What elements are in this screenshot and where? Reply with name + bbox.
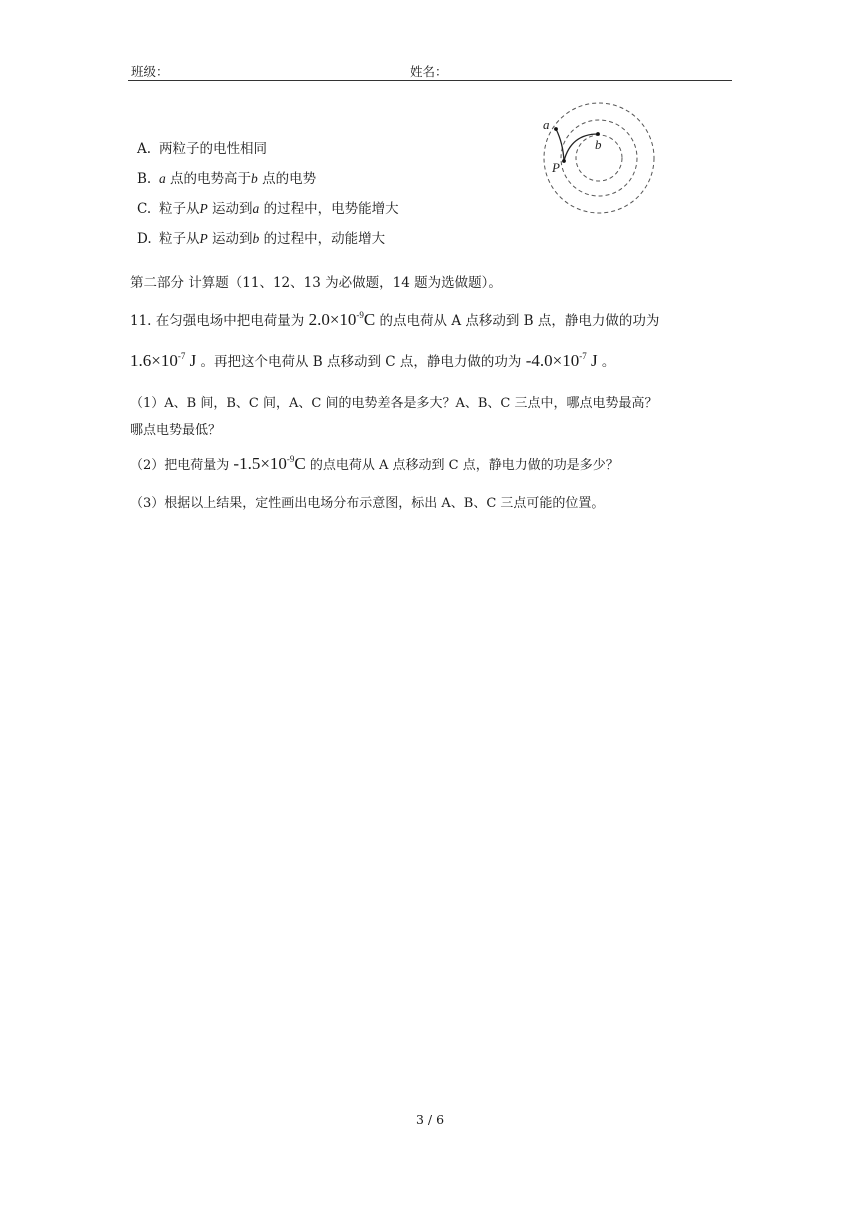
option-text: 的过程中，动能增大 <box>259 231 386 247</box>
var-a: a <box>159 171 166 186</box>
option-text: 运动到 <box>207 201 253 217</box>
option-text: 点的电势 <box>257 171 317 187</box>
option-d <box>137 224 399 254</box>
trajectory-to-a <box>556 129 564 161</box>
option-text: 的过程中，电势能增大 <box>259 201 399 217</box>
point-a-marker <box>554 127 558 131</box>
exponent: -7 <box>579 351 587 361</box>
q11-text: 的点电荷从 A 点移动到 B 点，静电力做的功为 <box>375 313 660 329</box>
point-b-marker <box>596 132 600 136</box>
option-c <box>137 194 399 224</box>
work-value: -4.0×10 <box>525 351 580 370</box>
q11-text: 11. 在匀强电场中把电荷量为 <box>130 313 309 329</box>
unit: J <box>586 351 598 370</box>
middle-circle <box>561 120 637 196</box>
charge-value: -1.5×10 <box>233 454 287 473</box>
option-text: 两粒子的电性相同 <box>159 141 267 157</box>
exponent: -7 <box>177 351 186 361</box>
q11-line-1 <box>130 309 659 330</box>
exponent: -9 <box>286 454 295 464</box>
option-text: 运动到 <box>207 231 253 247</box>
concentric-circles-figure <box>536 98 666 222</box>
var-p: P <box>199 201 208 216</box>
unit: C <box>363 310 376 329</box>
name-label: 姓名： <box>410 64 448 79</box>
option-b <box>137 164 399 194</box>
charge-value: 2.0×10 <box>308 310 357 329</box>
label-a: a <box>543 117 550 132</box>
point-p-marker <box>562 159 566 163</box>
q11-line-2 <box>130 350 615 371</box>
var-p: P <box>199 231 208 246</box>
var-b: b <box>252 231 260 246</box>
sub-question-3: （3）根据以上结果，定性画出电场分布示意图，标出 A、B、C 三点可能的位置。 <box>130 496 605 511</box>
option-letter: D. <box>137 231 152 247</box>
figure-svg <box>536 98 666 222</box>
unit: C <box>294 454 306 473</box>
exponent: -9 <box>356 310 364 320</box>
work-value: 1.6×10 <box>130 351 178 370</box>
option-a <box>137 135 399 164</box>
section-title: 第二部分 计算题（11、12、13 为必做题，14 题为选做题）。 <box>130 275 502 291</box>
page-header <box>128 62 732 81</box>
sub-question-1-line-1: （1）A、B 间，B、C 间，A、C 间的电势差各是多大？A、B、C 三点中，哪点电势最高？ <box>130 396 658 411</box>
option-letter: B. <box>137 171 152 187</box>
label-p: P <box>552 160 560 175</box>
option-text: 粒子从 <box>159 201 200 217</box>
q11-text: 。 <box>597 354 616 370</box>
page-number: 3 / 6 <box>415 1112 445 1127</box>
option-letter: A. <box>137 141 152 157</box>
var-b: b <box>251 171 258 186</box>
sub-question-1-line-2: 哪点电势最低？ <box>130 423 222 438</box>
sub-question-2 <box>130 454 619 474</box>
option-letter: C. <box>137 201 152 217</box>
sub2-text: 的点电荷从 A 点移动到 C 点，静电力做的功是多少？ <box>305 458 619 473</box>
label-b: b <box>595 137 602 152</box>
answer-options <box>137 135 399 254</box>
var-a: a <box>252 201 260 216</box>
unit: J <box>185 351 197 370</box>
trajectory-to-b <box>564 134 598 161</box>
sub2-text: （2）把电荷量为 <box>130 458 234 473</box>
option-text: 点的电势高于 <box>165 171 252 187</box>
q11-text: 。再把这个电荷从 B 点移动到 C 点，静电力做的功为 <box>196 354 526 370</box>
option-text: 粒子从 <box>159 231 200 247</box>
class-label: 班级： <box>131 64 169 79</box>
